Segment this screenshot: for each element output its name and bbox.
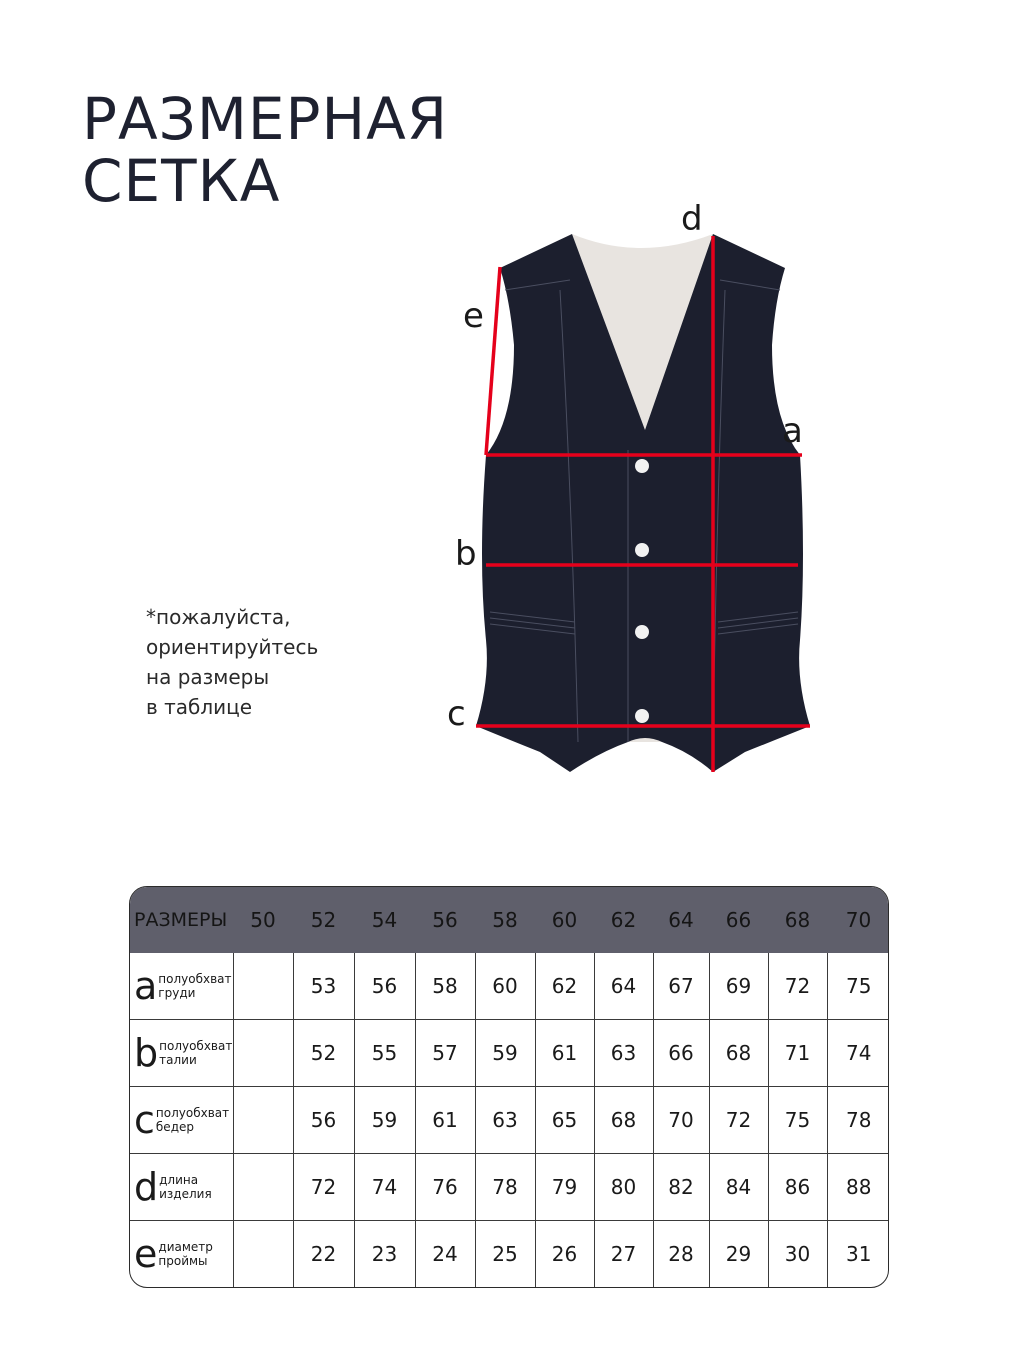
row-label-cell xyxy=(130,1221,233,1287)
row-letter: a xyxy=(134,963,158,1008)
table-cell: 25 xyxy=(475,1221,535,1287)
row-description xyxy=(158,972,231,1000)
table-cell: 82 xyxy=(653,1154,709,1221)
table-cell: 57 xyxy=(415,1019,475,1086)
table-cell: 29 xyxy=(709,1221,768,1287)
row-letter: c xyxy=(134,1097,155,1142)
row-label-cell xyxy=(130,1154,233,1221)
vest-measurement-diagram xyxy=(430,190,830,810)
table-cell: 24 xyxy=(415,1221,475,1287)
header-size: 60 xyxy=(551,908,578,932)
measure-line-e xyxy=(486,267,500,455)
table-cell: 55 xyxy=(354,1019,415,1086)
table-cell: 27 xyxy=(594,1221,653,1287)
table-cell: 65 xyxy=(535,1086,594,1153)
row-desc-line-1: диаметр xyxy=(158,1240,213,1255)
table-cell: 80 xyxy=(594,1154,653,1221)
row-desc-line-1: полуобхват xyxy=(155,1105,230,1120)
size-table-body xyxy=(130,953,889,1287)
table-row xyxy=(130,1019,889,1086)
header-size: 54 xyxy=(371,908,398,932)
row-letter: b xyxy=(134,1030,159,1075)
size-table-header xyxy=(130,887,889,953)
table-cell: 86 xyxy=(768,1154,827,1221)
table-cell: 31 xyxy=(846,1242,872,1267)
row-letter: d xyxy=(134,1165,159,1210)
header-size: 50 xyxy=(250,908,276,932)
vest-button xyxy=(635,543,649,557)
table-cell: 58 xyxy=(415,953,475,1019)
row-description xyxy=(158,1240,213,1268)
table-cell: 68 xyxy=(709,1019,768,1086)
table-cell: 61 xyxy=(535,1019,594,1086)
header-label: РАЗМЕРЫ xyxy=(134,909,228,931)
row-desc-line-2: талии xyxy=(159,1052,197,1067)
header-size: 66 xyxy=(725,908,752,932)
table-cell xyxy=(233,953,293,1019)
table-cell: 70 xyxy=(653,1086,709,1153)
header-size: 56 xyxy=(432,908,458,932)
note-line-3: на размеры xyxy=(146,665,270,689)
table-cell: 67 xyxy=(653,953,709,1019)
row-description xyxy=(159,1039,232,1067)
table-row xyxy=(130,1154,889,1221)
table-cell: 84 xyxy=(709,1154,768,1221)
table-cell: 52 xyxy=(293,1019,354,1086)
table-cell: 68 xyxy=(594,1086,653,1153)
table-cell: 76 xyxy=(415,1154,475,1221)
table-cell: 72 xyxy=(768,953,827,1019)
page-title xyxy=(82,85,449,215)
row-desc-line-2: бедер xyxy=(155,1119,194,1134)
table-cell: 72 xyxy=(709,1086,768,1153)
vest-button xyxy=(635,459,649,473)
table-cell: 78 xyxy=(475,1154,535,1221)
row-label xyxy=(134,1097,233,1142)
table-cell: 22 xyxy=(293,1221,354,1287)
table-cell xyxy=(233,1221,293,1287)
table-cell: 88 xyxy=(827,1154,889,1221)
title-line-2: СЕТКА xyxy=(82,147,281,215)
vest-button xyxy=(635,709,649,723)
table-cell: 59 xyxy=(354,1086,415,1153)
table-cell: 63 xyxy=(594,1019,653,1086)
table-cell: 56 xyxy=(293,1086,354,1153)
table-cell: 59 xyxy=(475,1019,535,1086)
table-cell: 75 xyxy=(827,953,889,1019)
table-cell: 74 xyxy=(354,1154,415,1221)
table-cell: 61 xyxy=(415,1086,475,1153)
header-size: 52 xyxy=(310,908,337,932)
row-desc-line-1: длина xyxy=(159,1173,199,1188)
header-size: 68 xyxy=(784,908,811,932)
table-row xyxy=(130,953,889,1019)
row-desc-line-1: полуобхват xyxy=(158,971,232,986)
table-cell: 66 xyxy=(653,1019,709,1086)
note-line-4: в таблице xyxy=(146,695,253,719)
table-cell: 30 xyxy=(768,1221,827,1287)
table-cell xyxy=(233,1019,293,1086)
table-cell: 79 xyxy=(535,1154,594,1221)
table-cell: 71 xyxy=(768,1019,827,1086)
sizing-note xyxy=(146,602,318,722)
table-cell xyxy=(233,1086,293,1153)
table-cell: 28 xyxy=(653,1221,709,1287)
note-line-2: ориентируйтесь xyxy=(146,635,319,659)
row-letter: e xyxy=(134,1232,158,1277)
header-size: 58 xyxy=(492,908,518,932)
table-cell: 26 xyxy=(535,1221,594,1287)
row-desc-line-2: проймы xyxy=(158,1254,208,1269)
table-cell: 53 xyxy=(293,953,354,1019)
label-d: d xyxy=(681,199,703,239)
row-label xyxy=(134,1030,233,1075)
size-table-grid xyxy=(130,887,889,1287)
row-desc-line-2: груди xyxy=(158,985,196,1000)
table-cell: 78 xyxy=(827,1086,889,1153)
header-size: 62 xyxy=(610,908,637,932)
title-line-1: РАЗМЕРНАЯ xyxy=(82,85,449,153)
table-cell: 64 xyxy=(594,953,653,1019)
label-c: c xyxy=(447,694,466,734)
header-row xyxy=(130,887,889,953)
size-table xyxy=(129,886,889,1288)
row-label xyxy=(134,1232,233,1277)
row-label xyxy=(134,1165,233,1210)
label-a: a xyxy=(782,411,803,451)
row-label-cell xyxy=(130,1086,233,1153)
table-cell: 23 xyxy=(354,1221,415,1287)
row-desc-line-2: изделия xyxy=(159,1187,212,1202)
header-size: 64 xyxy=(668,908,694,932)
row-label-cell xyxy=(130,1019,233,1086)
row-description xyxy=(159,1173,212,1201)
row-label-cell xyxy=(130,953,233,1019)
table-cell: 74 xyxy=(827,1019,889,1086)
table-cell: 63 xyxy=(475,1086,535,1153)
label-b: b xyxy=(455,534,477,574)
row-desc-line-1: полуобхват xyxy=(159,1038,233,1053)
table-cell: 62 xyxy=(535,953,594,1019)
table-row xyxy=(130,1086,889,1153)
row-label xyxy=(134,963,233,1008)
table-row xyxy=(130,1221,889,1287)
header-size: 70 xyxy=(845,908,872,932)
vest-button xyxy=(635,625,649,639)
table-cell: 69 xyxy=(709,953,768,1019)
row-description xyxy=(156,1106,229,1134)
table-cell: 72 xyxy=(293,1154,354,1221)
label-e: e xyxy=(463,296,484,336)
table-cell: 56 xyxy=(354,953,415,1019)
table-cell xyxy=(233,1154,293,1221)
table-cell: 75 xyxy=(768,1086,827,1153)
table-cell: 60 xyxy=(475,953,535,1019)
note-line-1: *пожалуйста, xyxy=(146,605,291,629)
